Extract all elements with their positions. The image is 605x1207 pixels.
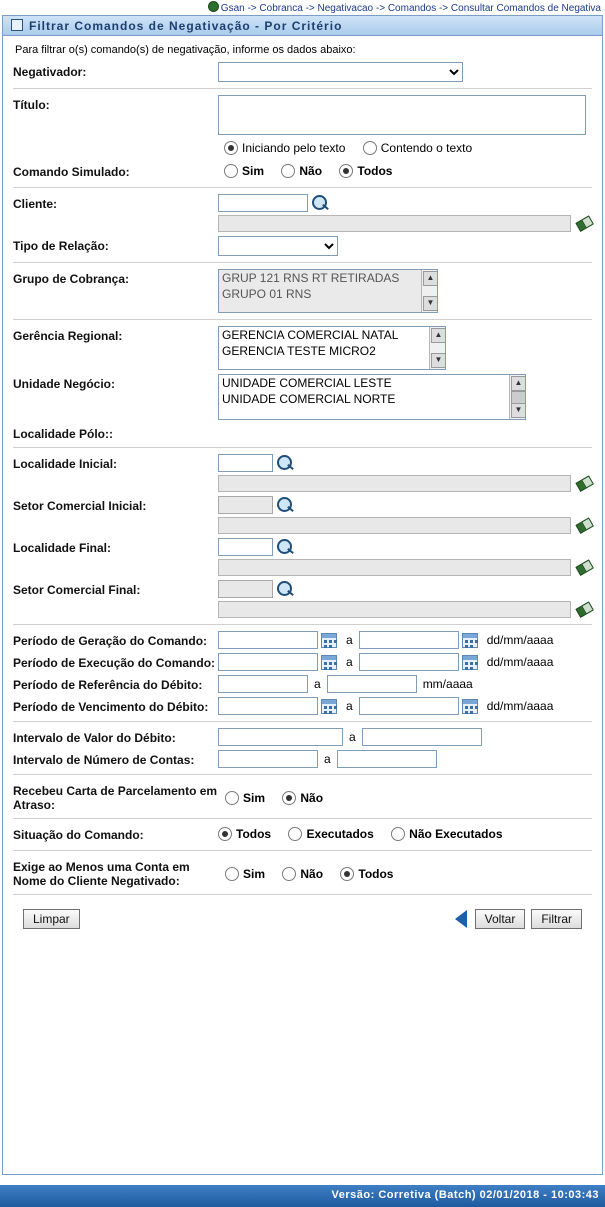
radio-label: Não — [300, 867, 324, 881]
back-arrow-icon[interactable] — [455, 910, 467, 928]
radio-icon[interactable] — [225, 867, 239, 881]
eraser-icon[interactable] — [575, 518, 592, 534]
localidade-final-descricao — [218, 559, 571, 576]
eraser-icon[interactable] — [575, 560, 592, 576]
intervalo-valor-from[interactable] — [218, 728, 343, 746]
radio-label: Não — [299, 164, 323, 178]
calendar-icon[interactable] — [462, 633, 478, 648]
gerencia-regional-listbox[interactable] — [218, 326, 446, 370]
label-periodo-referencia: Período de Referência do Débito: — [13, 678, 203, 692]
gsan-icon — [208, 1, 219, 12]
radio-icon[interactable] — [363, 141, 377, 155]
label-negativador: Negativador: — [13, 65, 87, 79]
radio-contendo-o-texto[interactable] — [363, 141, 472, 155]
label-situacao-comando: Situação do Comando: — [13, 828, 144, 842]
radio-exige-sim[interactable] — [225, 867, 265, 881]
divider — [13, 319, 592, 320]
date-format-hint: dd/mm/aaaa — [486, 699, 554, 713]
field-periodo-referencia — [13, 675, 592, 693]
scrollbar[interactable] — [421, 270, 437, 312]
tipo-relacao-select[interactable] — [218, 236, 338, 256]
radio-label: Sim — [243, 791, 266, 805]
field-periodo-execucao — [13, 653, 592, 671]
intervalo-valor-to[interactable] — [362, 728, 482, 746]
setor-comercial-final-input[interactable] — [218, 580, 273, 598]
scroll-down-icon[interactable]: ▼ — [511, 403, 526, 418]
titulo-textarea[interactable] — [218, 95, 586, 135]
field-setor-comercial-inicial — [13, 496, 592, 534]
date-format-hint: dd/mm/aaaa — [486, 633, 554, 647]
scroll-up-icon[interactable]: ▲ — [423, 271, 438, 286]
label-titulo: Título: — [13, 98, 50, 112]
list-item[interactable]: UNIDADE COMERCIAL LESTE — [222, 376, 392, 390]
eraser-icon[interactable] — [575, 602, 592, 618]
setor-comercial-inicial-input[interactable] — [218, 496, 273, 514]
radio-situacao-executados[interactable] — [288, 827, 373, 841]
field-periodo-geracao — [13, 631, 592, 649]
version-bar: Versão: Corretiva (Batch) 02/01/2018 - 10:03:43 — [0, 1185, 605, 1207]
radio-label: Todos — [357, 164, 393, 178]
label-periodo-execucao: Período de Execução do Comando: — [13, 656, 216, 670]
localidade-inicial-input[interactable] — [218, 454, 273, 472]
negativador-select[interactable] — [218, 62, 463, 82]
calendar-icon[interactable] — [321, 699, 337, 714]
radio-label: Iniciando pelo texto — [242, 141, 346, 155]
field-exige-conta — [13, 857, 592, 888]
radio-label: Todos — [358, 867, 394, 881]
radio-label: Sim — [243, 867, 266, 881]
divider — [13, 447, 592, 448]
search-icon[interactable] — [311, 194, 329, 212]
range-separator: a — [349, 730, 356, 744]
grupo-cobranca-listbox[interactable] — [218, 269, 438, 313]
voltar-button[interactable]: Voltar — [475, 909, 526, 929]
range-separator: a — [314, 677, 321, 691]
intervalo-contas-to[interactable] — [337, 750, 437, 768]
label-grupo-cobranca: Grupo de Cobrança: — [13, 272, 130, 286]
periodo-geracao-from[interactable] — [218, 631, 318, 649]
radio-icon[interactable] — [281, 164, 295, 178]
date-format-hint: dd/mm/aaaa — [486, 655, 554, 669]
radio-icon[interactable] — [288, 827, 302, 841]
label-localidade-final: Localidade Final: — [13, 541, 112, 555]
field-gerencia-regional — [13, 326, 592, 370]
periodo-vencimento-from[interactable] — [218, 697, 318, 715]
breadcrumb — [0, 0, 605, 15]
radio-carta-nao[interactable] — [282, 791, 323, 805]
page-title: Filtrar Comandos de Negativação - Por Critério — [29, 19, 343, 33]
radio-icon[interactable] — [225, 791, 239, 805]
label-periodo-vencimento: Período de Vencimento do Débito: — [13, 700, 209, 714]
list-item[interactable]: GERENCIA TESTE MICRO2 — [222, 344, 376, 358]
divider — [13, 774, 592, 775]
search-icon[interactable] — [276, 580, 294, 598]
search-icon[interactable] — [276, 538, 294, 556]
radio-label: Todos — [236, 827, 272, 841]
field-periodo-vencimento — [13, 697, 592, 715]
field-comando-simulado — [13, 162, 592, 181]
field-situacao-comando — [13, 825, 592, 844]
field-carta-parcelamento — [13, 781, 592, 812]
scrollbar[interactable] — [429, 327, 445, 369]
radio-comando-simulado-todos[interactable] — [339, 164, 392, 178]
radio-exige-nao[interactable] — [282, 867, 323, 881]
window-icon — [11, 19, 23, 31]
field-setor-comercial-final — [13, 580, 592, 618]
label-setor-comercial-inicial: Setor Comercial Inicial: — [13, 499, 147, 513]
label-localidade-inicial: Localidade Inicial: — [13, 457, 118, 471]
calendar-icon[interactable] — [321, 655, 337, 670]
label-comando-simulado: Comando Simulado: — [13, 165, 130, 179]
field-grupo-cobranca — [13, 269, 592, 313]
field-intervalo-valor — [13, 728, 592, 746]
list-item[interactable]: GRUP 121 RNS RT RETIRADAS — [222, 271, 400, 285]
search-icon[interactable] — [276, 454, 294, 472]
radio-iniciando-pelo-texto[interactable] — [224, 141, 345, 155]
search-icon[interactable] — [276, 496, 294, 514]
field-unidade-negocio — [13, 374, 592, 420]
eraser-icon[interactable] — [575, 476, 592, 492]
calendar-icon[interactable] — [321, 633, 337, 648]
label-setor-comercial-final: Setor Comercial Final: — [13, 583, 141, 597]
range-separator: a — [346, 633, 353, 647]
list-item[interactable]: GERENCIA COMERCIAL NATAL — [222, 328, 399, 342]
divider — [13, 624, 592, 625]
radio-icon[interactable] — [340, 867, 354, 881]
label-carta-parcelamento: Recebeu Carta de Parcelamento em Atraso: — [13, 784, 218, 812]
label-gerencia-regional: Gerência Regional: — [13, 329, 123, 343]
radio-icon[interactable] — [339, 164, 353, 178]
periodo-execucao-from[interactable] — [218, 653, 318, 671]
radio-label: Contendo o texto — [380, 141, 473, 155]
list-item[interactable]: UNIDADE COMERCIAL NORTE — [222, 392, 396, 406]
cliente-input[interactable] — [218, 194, 308, 212]
list-item[interactable]: GRUPO 01 RNS — [222, 287, 312, 301]
periodo-geracao-to[interactable] — [359, 631, 459, 649]
unidade-negocio-listbox[interactable] — [218, 374, 526, 420]
divider — [13, 721, 592, 722]
radio-label: Não — [300, 791, 324, 805]
radio-label: Sim — [242, 164, 265, 178]
scroll-down-icon[interactable]: ▼ — [431, 353, 446, 368]
field-intervalo-contas — [13, 750, 592, 768]
radio-icon[interactable] — [218, 827, 232, 841]
range-separator: a — [324, 752, 331, 766]
form-body — [3, 36, 602, 935]
scroll-up-icon[interactable]: ▲ — [431, 328, 446, 343]
setor-comercial-final-descricao — [218, 601, 571, 618]
radio-carta-sim[interactable] — [225, 791, 265, 805]
radio-icon[interactable] — [224, 141, 238, 155]
divider — [13, 850, 592, 851]
radio-exige-todos[interactable] — [340, 867, 393, 881]
radio-icon[interactable] — [282, 791, 296, 805]
scroll-up-icon[interactable]: ▲ — [511, 376, 526, 391]
divider — [13, 818, 592, 819]
scrollbar[interactable] — [509, 375, 525, 419]
field-titulo — [13, 95, 592, 158]
radio-icon[interactable] — [282, 867, 296, 881]
periodo-referencia-to[interactable] — [327, 675, 417, 693]
form-panel — [2, 15, 603, 1175]
periodo-vencimento-to[interactable] — [359, 697, 459, 715]
eraser-icon[interactable] — [575, 216, 592, 232]
divider — [13, 88, 592, 89]
setor-comercial-inicial-descricao — [218, 517, 571, 534]
label-periodo-geracao: Período de Geração do Comando: — [13, 634, 208, 648]
range-separator: a — [346, 655, 353, 669]
calendar-icon[interactable] — [462, 655, 478, 670]
field-localidade-inicial — [13, 454, 592, 492]
calendar-icon[interactable] — [462, 699, 478, 714]
breadcrumb-text: Gsan -> Cobranca -> Negativacao -> Comandos -> Consultar Comandos de Negativa — [220, 3, 601, 14]
radio-label: Não Executados — [409, 827, 503, 841]
radio-icon[interactable] — [224, 164, 238, 178]
radio-label: Executados — [306, 827, 374, 841]
field-cliente — [13, 194, 592, 232]
label-unidade-negocio: Unidade Negócio: — [13, 377, 116, 391]
localidade-final-input[interactable] — [218, 538, 273, 556]
date-format-hint: mm/aaaa — [422, 677, 473, 691]
scroll-down-icon[interactable]: ▼ — [423, 296, 438, 311]
divider — [13, 187, 592, 188]
cliente-descricao — [218, 215, 571, 232]
form-hint: Para filtrar o(s) comando(s) de negativação, informe os dados abaixo: — [15, 44, 356, 56]
label-intervalo-contas: Intervalo de Número de Contas: — [13, 753, 195, 767]
label-tipo-relacao: Tipo de Relação: — [13, 239, 109, 253]
label-intervalo-valor: Intervalo de Valor do Débito: — [13, 731, 176, 745]
radio-comando-simulado-sim[interactable] — [224, 164, 264, 178]
radio-comando-simulado-nao[interactable] — [281, 164, 322, 178]
label-localidade-polo: Localidade Pólo:: — [13, 427, 114, 441]
periodo-referencia-from[interactable] — [218, 675, 308, 693]
localidade-inicial-descricao — [218, 475, 571, 492]
filtrar-button[interactable]: Filtrar — [531, 909, 582, 929]
panel-titlebar — [3, 16, 602, 36]
periodo-execucao-to[interactable] — [359, 653, 459, 671]
field-negativador — [13, 62, 592, 82]
label-cliente: Cliente: — [13, 197, 58, 211]
radio-icon[interactable] — [391, 827, 405, 841]
form-footer — [13, 901, 592, 935]
footer-right-group — [455, 909, 582, 929]
range-separator: a — [346, 699, 353, 713]
radio-situacao-nao-executados[interactable] — [391, 827, 502, 841]
limpar-button[interactable]: Limpar — [23, 909, 80, 929]
field-localidade-final — [13, 538, 592, 576]
field-tipo-relacao — [13, 236, 592, 256]
label-exige-conta: Exige ao Menos uma Conta em Nome do Cliente Negativado: — [13, 860, 190, 888]
intervalo-contas-from[interactable] — [218, 750, 318, 768]
field-localidade-polo — [13, 424, 592, 441]
radio-situacao-todos[interactable] — [218, 827, 271, 841]
divider — [13, 262, 592, 263]
divider — [13, 894, 592, 895]
